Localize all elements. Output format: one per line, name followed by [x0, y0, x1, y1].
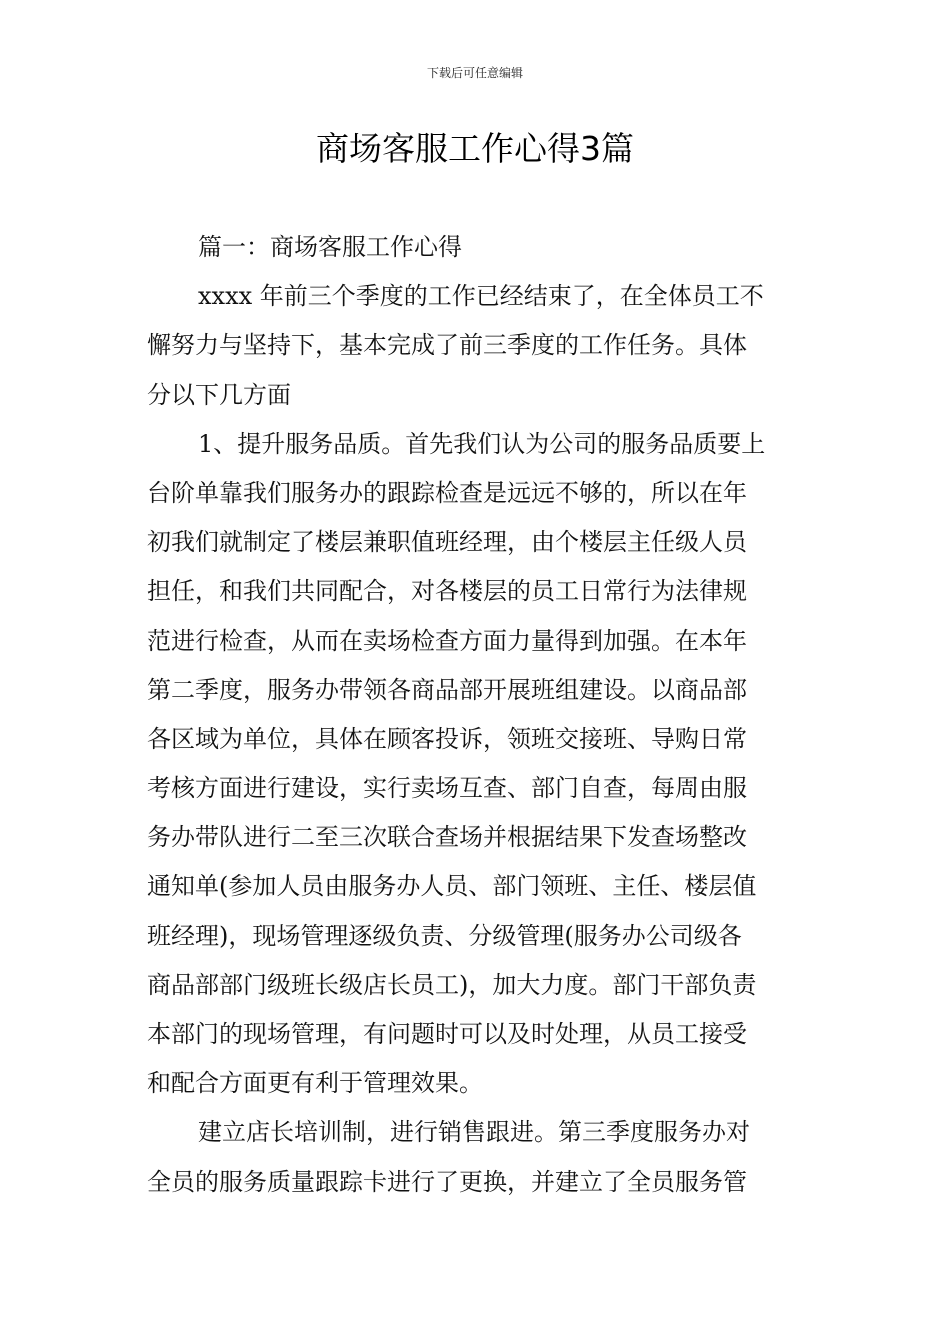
text-line: 各区域为单位，具体在顾客投诉，领班交接班、导购日常: [147, 724, 747, 753]
text-line: 考核方面进行建设，实行卖场互查、部门自查，每周由服: [147, 774, 747, 803]
text-line: 务办带队进行二至三次联合查场并根据结果下发查场整改: [147, 823, 747, 852]
text-line: 全员的服务质量跟踪卡进行了更换，并建立了全员服务管: [147, 1167, 747, 1196]
text-line: 商品部部门级班长级店长员工)，加大力度。部门干部负责: [147, 970, 757, 999]
document-body: [147, 223, 805, 1207]
text-line: 1、提升服务品质。首先我们认为公司的服务品质要上: [198, 429, 766, 458]
text-line: 初我们就制定了楼层兼职值班经理，由个楼层主任级人员: [147, 528, 747, 557]
text-line: 担任，和我们共同配合，对各楼层的员工日常行为法律规: [147, 577, 747, 606]
text-line: 篇一：商场客服工作心得: [198, 233, 462, 261]
text-line: 分以下几方面: [147, 380, 291, 409]
document-title: 商场客服工作心得3篇: [316, 129, 634, 168]
text-line: 本部门的现场管理，有问题时可以及时处理，从员工接受: [147, 1020, 747, 1048]
text-line: 班经理)，现场管理逐级负责、分级管理(服务办公司级各: [147, 921, 742, 950]
text-line: 建立店长培训制，进行销售跟进。第三季度服务办对: [198, 1118, 750, 1147]
text-line: xxxx 年前三个季度的工作已经结束了，在全体员工不: [198, 282, 764, 311]
text-line: 懈努力与坚持下，基本完成了前三季度的工作任务。具体: [147, 331, 747, 360]
text-line: 范进行检查，从而在卖场检查方面力量得到加强。在本年: [147, 626, 747, 655]
text-line: 台阶单靠我们服务办的跟踪检查是远远不够的，所以在年: [147, 478, 747, 507]
text-line: 第二季度，服务办带领各商品部开展班组建设。以商品部: [147, 675, 747, 704]
header-note: 下载后可任意编辑: [426, 66, 523, 80]
text-line: 通知单(参加人员由服务办人员、部门领班、主任、楼层值: [147, 872, 757, 901]
text-line: 和配合方面更有利于管理效果。: [147, 1069, 483, 1098]
